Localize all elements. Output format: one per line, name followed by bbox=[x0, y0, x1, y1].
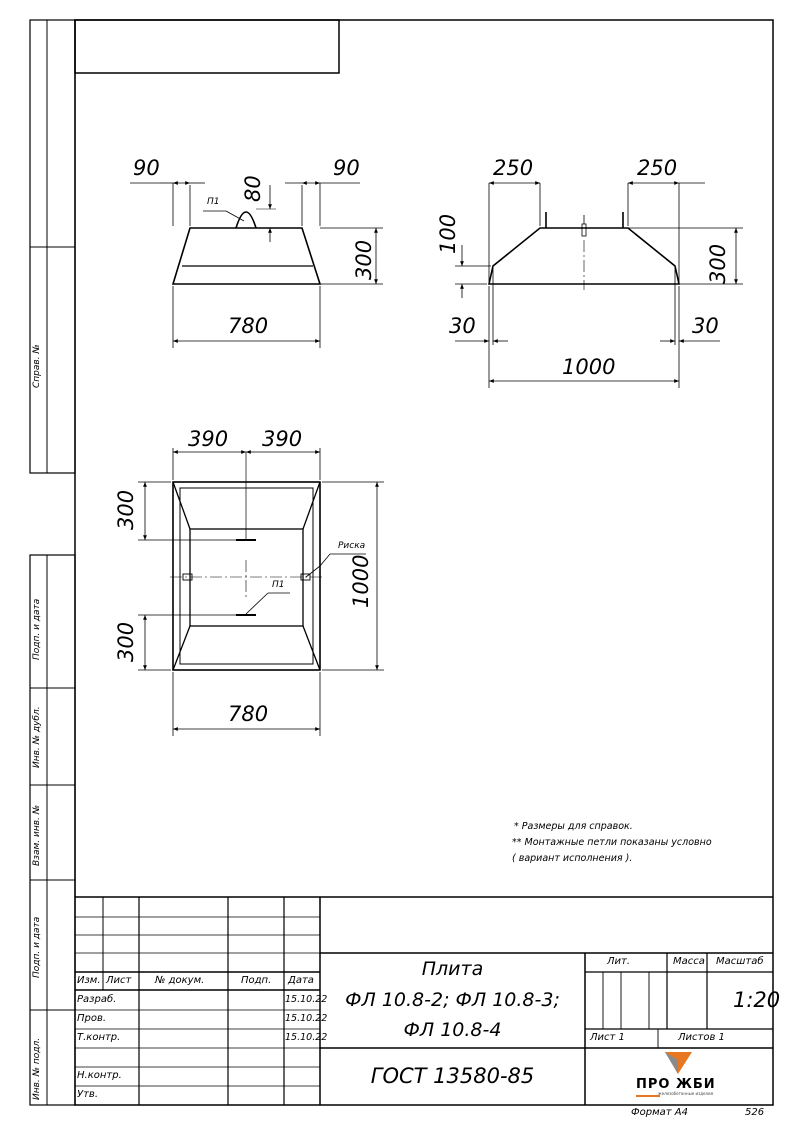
logo-subtext: железобетонные изделия bbox=[658, 1091, 713, 1096]
side-dim-left-250: 250 bbox=[493, 156, 534, 180]
front-dim-right-90: 90 bbox=[333, 156, 360, 180]
side-stamp-vzam-inv: Взам. инв. № bbox=[32, 804, 42, 866]
front-dim-loop-80: 80 bbox=[241, 175, 265, 202]
plan-dim-left-390: 390 bbox=[188, 427, 229, 451]
front-dim-left-90: 90 bbox=[133, 156, 160, 180]
plan-outer bbox=[173, 482, 320, 670]
note-line-3: ( вариант исполнения ). bbox=[512, 853, 633, 864]
side-stamp-sprav: Справ. № bbox=[32, 344, 42, 388]
top-left-box bbox=[75, 20, 339, 73]
front-loop-label: П1 bbox=[207, 197, 220, 207]
tb-role-nkontr: Н.контр. bbox=[77, 1070, 122, 1081]
plan-dim-length-1000: 1000 bbox=[349, 554, 373, 608]
tb-header-dokum: № докум. bbox=[155, 975, 205, 986]
side-dim-right-30: 30 bbox=[692, 314, 719, 338]
tb-scale-header: Масштаб bbox=[716, 956, 764, 967]
footer-page-number: 526 bbox=[745, 1107, 765, 1118]
plan-loop-label: П1 bbox=[272, 580, 285, 590]
tb-date-3: 15.10.22 bbox=[285, 1032, 328, 1043]
tb-lit-header: Лит. bbox=[607, 956, 631, 967]
tb-mass-header: Масса bbox=[673, 956, 705, 967]
plan-view bbox=[138, 448, 384, 736]
tb-role-razrab: Разраб. bbox=[77, 994, 117, 1005]
tb-role-tkontr: Т.контр. bbox=[77, 1032, 121, 1043]
side-stamp-inv-dubl: Инв. № дубл. bbox=[32, 706, 42, 768]
tb-header-list: Лист bbox=[106, 975, 132, 986]
plan-inner bbox=[190, 529, 303, 626]
tb-sheet-label: Лист 1 bbox=[590, 1032, 625, 1043]
tb-date-1: 15.10.22 bbox=[285, 994, 328, 1005]
note-line-1: * Размеры для справок. bbox=[514, 821, 633, 832]
note-line-2: ** Монтажные петли показаны условно bbox=[512, 837, 712, 848]
footer-format: Формат А4 bbox=[631, 1107, 688, 1118]
plan-dim-right-390: 390 bbox=[262, 427, 303, 451]
plan-dim-bottom-300: 300 bbox=[114, 621, 138, 662]
front-body bbox=[173, 228, 320, 284]
plan-dim-top-300: 300 bbox=[114, 489, 138, 530]
tb-standard: ГОСТ 13580-85 bbox=[370, 1064, 535, 1088]
side-stamp-podp-data-2: Подп. и дата bbox=[32, 916, 42, 978]
side-dim-left-30: 30 bbox=[449, 314, 476, 338]
tb-role-utv: Утв. bbox=[77, 1089, 98, 1100]
side-dim-right-250: 250 bbox=[637, 156, 678, 180]
tb-header-data: Дата bbox=[288, 975, 314, 986]
plan-dim-width-780: 780 bbox=[228, 702, 269, 726]
tb-sheets-label: Листов 1 bbox=[678, 1032, 725, 1043]
side-stamp-podp-data-1: Подп. и дата bbox=[32, 598, 42, 660]
side-dim-length-1000: 1000 bbox=[562, 355, 616, 379]
tb-title-line-3: ФЛ 10.8-4 bbox=[403, 1019, 502, 1041]
tb-header-izm: Изм. bbox=[77, 975, 101, 986]
tb-scale-value: 1:20 bbox=[733, 988, 781, 1012]
plan-mark-label: Риска bbox=[338, 541, 366, 551]
tb-role-prov: Пров. bbox=[77, 1013, 107, 1024]
front-dim-height-300: 300 bbox=[352, 239, 376, 280]
side-dim-height-300: 300 bbox=[706, 243, 730, 284]
tb-date-2: 15.10.22 bbox=[285, 1013, 328, 1024]
tb-title-line-2: ФЛ 10.8-2; ФЛ 10.8-3; bbox=[345, 989, 560, 1011]
logo-text: ПРО ЖБИ bbox=[636, 1077, 716, 1092]
front-loop bbox=[236, 212, 256, 228]
tb-header-podp: Подп. bbox=[241, 975, 272, 986]
side-dim-height-100: 100 bbox=[436, 213, 460, 254]
front-dim-width-780: 780 bbox=[228, 314, 269, 338]
tb-title-line-1: Плита bbox=[421, 958, 484, 980]
side-stamp-inv-podl: Инв. № подл. bbox=[32, 1037, 42, 1100]
